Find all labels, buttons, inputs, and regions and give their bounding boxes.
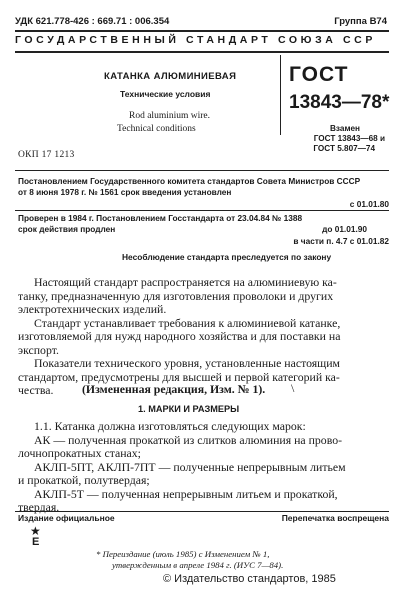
official-edition: Издание официальное	[18, 513, 115, 523]
reprint-prohibited: Перепечатка воспрещена	[281, 513, 389, 523]
english-title-line1: Rod aluminium wire.	[129, 111, 211, 121]
section-line5: и прокаткой, полутвердая;	[18, 473, 150, 487]
decree-date-intro: с 01.01.80	[349, 199, 389, 209]
header-rule-top	[15, 30, 389, 32]
decree-line2: от 8 июня 1978 г. № 1561 срок введения установлен	[18, 187, 232, 197]
replacement-label: Взамен	[330, 124, 360, 133]
section-line2: АК — полученная прокаткой из слитков алюминия на прово-	[34, 433, 343, 447]
paragraph-3-line2: стандартом, предусмотрены для высшей и первой категорий ка-	[18, 370, 340, 384]
paragraph-3-line3: чества.	[18, 383, 54, 397]
paragraph-1-line3: электротехнических изделий.	[18, 302, 167, 316]
replacement-line2: ГОСТ 5.807—74	[313, 144, 375, 153]
gost-number: 13843—78*	[289, 92, 390, 113]
title-divider	[280, 55, 281, 135]
decree-date-partial: в части п. 4.7 с 01.01.82	[293, 236, 389, 246]
paragraph-2-line2: изготовляемой для нужд народного хозяйства и для поставки на	[18, 329, 341, 343]
okp-code: ОКП 17 1213	[18, 150, 75, 160]
section-line7: твердая.	[18, 500, 60, 514]
paragraph-1-line2: танку, предназначенную для изготовления проволоки и других	[18, 289, 334, 303]
section-line6: АКЛП-5Т — полученная непрерывным литьем и прокаткой,	[34, 487, 338, 501]
udk-code: УДК 621.778-426 : 669.71 : 006.354	[15, 16, 170, 27]
document-subtitle: Технические условия	[120, 89, 211, 99]
footer-rule	[15, 511, 389, 512]
decree-line1: Постановлением Государственного комитета стандартов Совета Министров СССР	[18, 176, 361, 186]
english-title-line2: Technical conditions	[117, 124, 196, 134]
section-line1: 1.1. Катанка должна изготовляться следующих марок:	[34, 419, 306, 433]
decree-line3: Проверен в 1984 г. Постановлением Госстандарта от 23.04.84 № 1388	[18, 213, 303, 223]
gost-label: ГОСТ	[289, 63, 349, 86]
e-mark: Е	[32, 536, 40, 548]
paragraph-2-line3: экспорт.	[18, 343, 59, 357]
reprint-note-line1: * Переиздание (июль 1985) с Изменением № 1,	[96, 549, 270, 559]
legal-notice: Несоблюдение стандарта преследуется по закону	[122, 252, 332, 262]
paragraph-3-line1: Показатели технического уровня, установленные настоящим	[34, 356, 341, 370]
header-rule-bottom	[15, 51, 389, 53]
amendment-note: (Измененная редакция, Изм. № 1).	[82, 382, 266, 396]
decree-rule	[15, 210, 389, 211]
paragraph-2-line1: Стандарт устанавливает требования к алюминиевой катанке,	[34, 316, 341, 330]
section-line4: АКЛП-5ПТ, АКЛП-7ПТ — полученные непрерывным литьем	[34, 460, 346, 474]
section-title: 1. МАРКИ И РАЗМЕРЫ	[138, 404, 240, 414]
replacement-line1: ГОСТ 13843—68 и	[313, 134, 385, 143]
paragraph-1-line1: Настоящий стандарт распространяется на алюминиевую ка-	[34, 275, 337, 289]
copyright: © Издательство стандартов, 1985	[163, 573, 336, 585]
okp-rule	[15, 170, 389, 171]
standard-title: ГОСУДАРСТВЕННЫЙ СТАНДАРТ СОЮЗА ССР	[15, 34, 376, 46]
document-title: КАТАНКА АЛЮМИНИЕВАЯ	[104, 71, 237, 82]
decree-line4: срок действия продлен	[18, 224, 116, 234]
checkmark-mark: \	[291, 381, 295, 395]
reprint-note-line2: утвержденным в апреле 1984 г. (ИУС 7—84).	[112, 560, 284, 570]
decree-date-extended: до 01.01.90	[322, 224, 367, 234]
group-code: Группа В74	[334, 16, 387, 27]
section-line3: лочнопрокатных станах;	[18, 446, 141, 460]
star-icon: ★	[30, 524, 41, 538]
